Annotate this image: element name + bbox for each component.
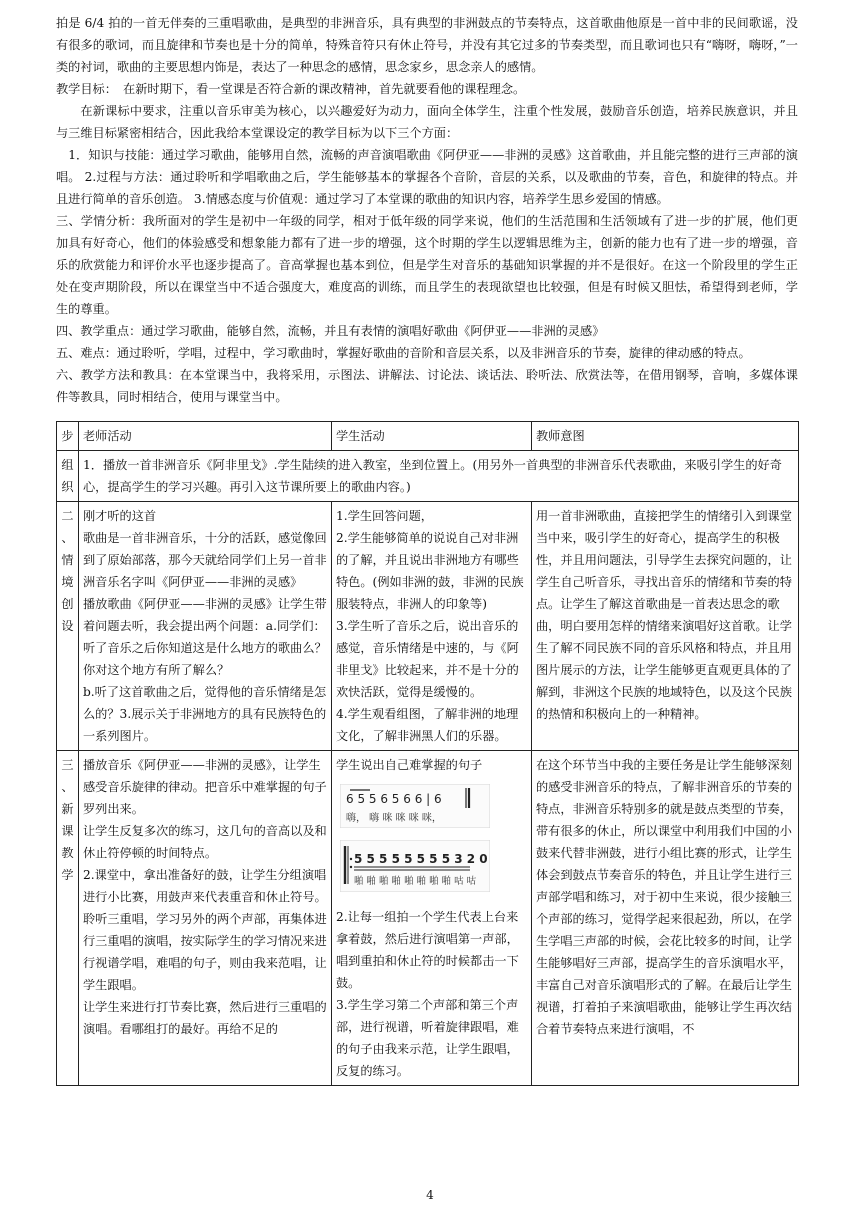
learner-analysis: 三、学情分析：我所面对的学生是初中一年级的同学，相对于低年级的同学来说，他们的生活范围和生活领域有了进一步的扩展，他们更加具有好奇心，他们的体验感受和想象能力都有了进一步的增强，这个时期的学生以逻辑思维为主，创新的能力也有了进一步的增强，音乐的欣赏能力和评价水平也逐步提高了。音高掌握也基本到位，但是学生对音乐的基础知识掌握的并不是很好。在这一个阶段里的学生正处在变声期阶段，所以在课堂当中不适合强度大，难度高的训练，而且学生的表现欲望也比较强，但是有时候又胆怯，希望得到老师，学生的尊重。 [56,214,798,316]
teaching-goals-heading: 教学目标： 在新时期下，看一堂课是否符合新的课改精神，首先就要看他的课程理念。 [56,82,526,96]
header-step: 步 [57,422,79,451]
scenario-intent: 用一首非洲歌曲，直接把学生的情绪引入到课堂当中来，吸引学生的好奇心，提高学生的积极性，并且用问题法，引导学生去探究问题的，让学生自己听音乐，寻找出音乐的情绪和节奏的特点。让学生了解这首歌曲是一首表达思念的歌曲，明白要用怎样的情绪来演唱好这首歌。让学生了解不同民族不同的音乐风格和特点，并且用图片展示的方法，让学生能够更直观更具体的了解到，非洲这个民族的地域特色，以及这个民族的热情和积极向上的一种精神。 [532,502,799,751]
svg-text:嗨， 嗨 咪 咪 咪 咪，: 嗨， 嗨 咪 咪 咪 咪， [346,813,442,824]
notation-image-2 [340,840,490,892]
svg-text:6 5 5 6 5 6 6 | 6: 6 5 5 6 5 6 6 | 6 [346,792,442,806]
table-row-scenario [57,502,799,751]
step-scenario: 二 、 情 境 创 设 [57,502,79,751]
intro-paragraph-3: 在新课标中要求，注重以音乐审美为核心，以兴趣爱好为动力，面向全体学生，注重个性发展，鼓励音乐创造，培养民族意识，并且与三维目标紧密相结合，因此我给本堂课设定的教学目标为以下三个方面： [56,104,798,140]
header-student: 学生活动 [332,422,532,451]
teaching-focus: 四、教学重点：通过学习歌曲，能够自然，流畅，并且有表情的演唱好歌曲《阿伊亚——非洲的灵感》 [56,324,605,338]
header-intent: 教师意图 [532,422,799,451]
svg-text:5 5 5 5 5 5 5 5 3 2 0: 5 5 5 5 5 5 5 5 3 2 0 [354,852,488,866]
notation-image-1 [340,784,490,828]
step-new-lesson: 三 、 新 课 教 学 [57,751,79,1086]
intro-paragraph-1: 拍是 6/4 拍的一首无伴奏的三重唱歌曲，是典型的非洲音乐，具有典型的非洲鼓点的节奏特点，这首歌曲他原是一首中非的民间歌谣，没有很多的歌词，而且旋律和节奏也是十分的简单，特殊音符只有休止符号，并没有其它过多的节奏类型，而且歌词也只有“嗨呀，嗨呀，”一类的衬词，歌曲的主要思想内饰是，表达了一种思念的感情，思念家乡，思念亲人的感情。 [56,16,798,74]
goals-list: 1．知识与技能：通过学习歌曲，能够用自然，流畅的声音演唱歌曲《阿伊亚——非洲的灵感》这首歌曲，并且能完整的进行三声部的演唱。 2.过程与方法：通过聆听和学唱歌曲之后，学生能够基本的掌握各个音阶，音层的关系，以及歌曲的节奏，音色，和旋律的特点。并且进行简单的音乐创造。 3.情感态度与价值观：通过学习了本堂课的歌曲的知识内容，培养学生思乡爱国的情感。 [56,148,798,206]
notation-excerpt [336,778,527,902]
teaching-methods: 六、教学方法和教具：在本堂课当中，我将采用，示图法、讲解法、讨论法、谈话法、聆听法、欣赏法等，在借用钢琴，音响，多媒体课件等教具，同时相结合，使用与课堂当中。 [56,368,798,404]
intro-section [56,12,798,408]
table-header-row [57,422,799,451]
scenario-student: 1.学生回答问题， 2.学生能够简单的说说自己对非洲的了解，并且说出非洲地方有哪些特色。(例如非洲的鼓，非洲的民族服装特点，非洲人的印象等) 3.学生听了音乐之后，说出音乐的感觉，音乐情绪是中速的，与《阿非里戈》比较起来，并不是十分的欢快活跃，觉得是缓慢的。 4.学生观看组图，了解非洲的地理文化，了解非洲黑人们的乐器。 [332,502,532,751]
new-lesson-teacher: 播放音乐《阿伊亚——非洲的灵感》，让学生感受音乐旋律的律动。把音乐中难掌握的句子罗列出来。 让学生反复多次的练习，这几句的音高以及和休止符停顿的时间特点。 2.课堂中，拿出准备好的鼓，让学生分组演唱进行小比赛，用鼓声来代表重音和休止符号。 聆听三重唱，学习另外的两个声部，再集体进行三重唱的演唱，按实际学生的学习情况来进行视谱学唱，难唱的句子，则由我来范唱，让学生跟唱。 让学生来进行打节奏比赛，然后进行三重唱的演唱。看哪组打的最好。再给不足的 [79,751,332,1086]
scenario-teacher: 刚才听的这首 歌曲是一首非洲音乐，十分的活跃，感觉像回到了原始部落，那今天就给同学们上另一首非洲音乐名字叫《阿伊亚——非洲的灵感》 播放歌曲《阿伊亚——非洲的灵感》让学生带着问题去听，我会提出两个问题：a.同学们：听了音乐之后你知道这是什么地方的歌曲么？你对这个地方有所了解么？ b.听了这首歌曲之后，觉得他的音乐情绪是怎么的？3.展示关于非洲地方的具有民族特色的一系列图片。 [79,502,332,751]
svg-text:啪 啪 啪 啪 啪 啪 啪 啪 咕 咕: 啪 啪 啪 啪 啪 啪 啪 啪 咕 咕 [354,876,477,887]
organize-text: 1．播放一首非洲音乐《阿非里戈》.学生陆续的进入教室，坐到位置上。(用另外一首典型的非洲音乐代表歌曲，来吸引学生的好奇心，提高学生的学习兴趣。再引入这节课所要上的歌曲内容。) [79,451,799,502]
new-lesson-intent: 在这个环节当中我的主要任务是让学生能够深刻的感受非洲音乐的特点，了解非洲音乐的节奏的特点，非洲音乐特别多的就是鼓点类型的节奏，带有很多的休止，所以课堂中利用我们中国的小鼓来代替非洲鼓，进行小组比赛的形式，让学生体会到鼓点节奏音乐的特色，并且让学生进行三声部学唱和练习，对于初中生来说，很少接触三个声部的练习，觉得学起来很起劲，所以，在学生学唱三声部的时候，会花比较多的时间，让学生能够唱好三声部，提高学生的音乐演唱水平，丰富自己对音乐演唱形式的了解。在最后让学生视谱，打着拍子来演唱歌曲，能够让学生再次结合着节奏特点来进行演唱，不 [532,751,799,1086]
header-teacher: 老师活动 [79,422,332,451]
table-row-organize [57,451,799,502]
step-organize: 组 织 [57,451,79,502]
page-number: 4 [426,1188,434,1202]
table-row-new-lesson [57,751,799,1086]
lesson-plan-table [56,421,799,1086]
teaching-difficulty: 五、难点：通过聆听，学唱，过程中，学习歌曲时，掌握好歌曲的音阶和音层关系，以及非洲音乐的节奏，旋律的律动感的特点。 [56,346,751,360]
new-lesson-student: 学生说出自己难掌握的句子 6 5 5 6 5 6 6 | 6 嗨， 嗨 咪 咪 咪 咪， 5 5 5 5 5 5 5 5 3 2 0 啪 啪 啪 啪 啪 啪 啪 啪 咕 咕 2.让每一组拍一个学生代表上台来拿着鼓，然后进行演唱第一声部，唱到重拍和休止符的时候都击一下鼓。 3.学生学习第二个声部和第三个声部，进行视谱，听着旋律跟唱，难的句子由我来示范，让学生跟唱，反复的练习。 [332,751,532,1086]
